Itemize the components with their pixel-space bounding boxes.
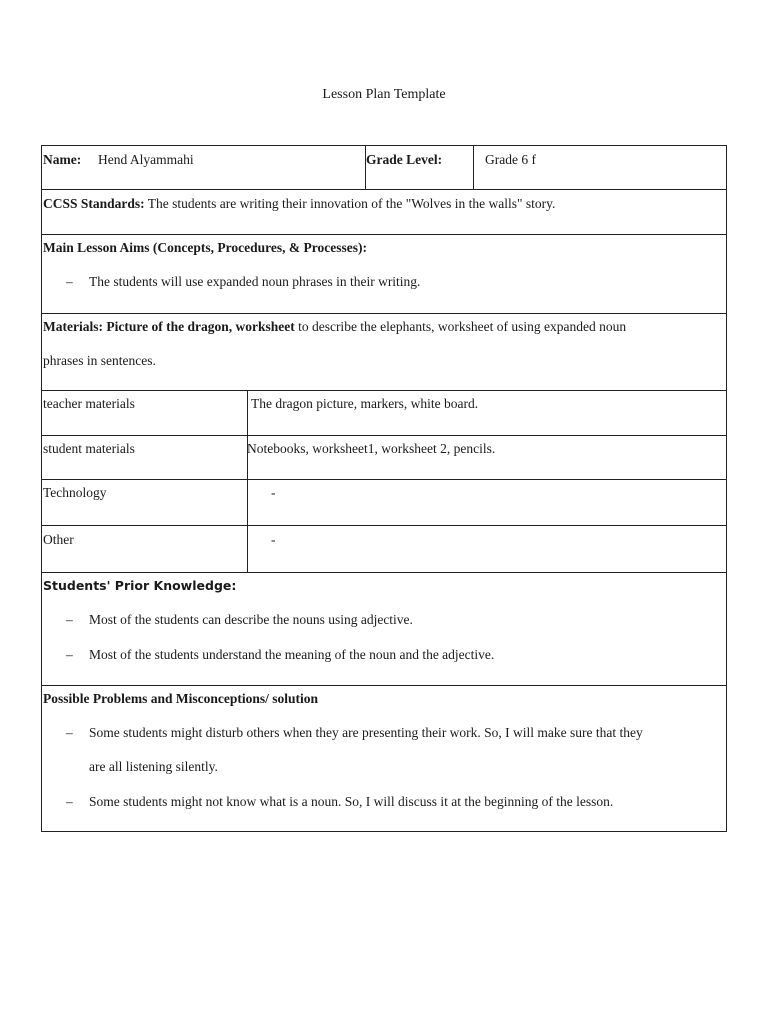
name-value: Hend Alyammahi [98,152,194,167]
bullet-dash: – [66,725,73,740]
prior-knowledge-bullet: Most of the students can describe the nouns using adjective. [89,612,413,627]
materials-row-value: - [271,485,276,500]
grade-level-value: Grade 6 f [485,152,536,167]
ccss-standards-label: CCSS Standards: [43,196,145,211]
materials-row-label: Other [43,532,74,547]
bullet-dash: – [66,647,73,662]
row-divider [42,189,726,190]
materials-row-value: Notebooks, worksheet1, worksheet 2, pencils. [247,441,496,456]
materials-row-label: student materials [43,441,135,456]
document-title: Lesson Plan Template [322,87,446,102]
grade-level-label: Grade Level: [366,152,443,167]
row-divider [42,390,726,391]
materials-text-continued: phrases in sentences. [43,353,156,368]
row-divider [42,525,726,526]
bullet-dash: – [66,612,73,627]
row-divider [42,435,726,436]
prior-knowledge-bullet: Most of the students understand the meaning of the noun and the adjective. [89,647,495,662]
problems-bullet: Some students might not know what is a noun. So, I will discuss it at the beginning of the lesson. [89,794,614,809]
column-divider [247,390,248,572]
materials-row-label: Technology [43,485,107,500]
aims-heading: Main Lesson Aims (Concepts, Procedures, & Processes): [43,240,367,255]
problems-bullet: Some students might disturb others when they are presenting their work. So, I will make sure that they [89,725,643,740]
bullet-dash: – [66,794,73,809]
materials-line [43,318,626,336]
row-divider [42,479,726,480]
problems-heading: Possible Problems and Misconceptions/ solution [43,691,319,706]
row-divider [42,685,726,686]
aims-bullet: The students will use expanded noun phrases in their writing. [89,274,421,289]
lesson-plan-table [41,145,727,832]
column-divider [473,146,474,189]
ccss-standards-text: The students are writing their innovation of the "Wolves in the walls" story. [144,196,556,211]
bullet-dash: – [66,274,73,289]
materials-label: Materials: Picture of the dragon, worksheet [43,319,295,334]
materials-row-value: The dragon picture, markers, white board. [251,396,479,411]
row-divider [42,234,726,235]
row-divider [42,313,726,314]
row-divider [42,572,726,573]
name-label: Name: [43,152,82,167]
prior-knowledge-heading: Students' Prior Knowledge: [43,578,237,593]
ccss-standards [43,195,555,213]
materials-text: to describe the elephants, worksheet of using expanded noun [294,319,627,334]
materials-row-value: - [271,532,276,547]
problems-bullet-continued: are all listening silently. [89,759,218,774]
materials-row-label: teacher materials [43,396,135,411]
